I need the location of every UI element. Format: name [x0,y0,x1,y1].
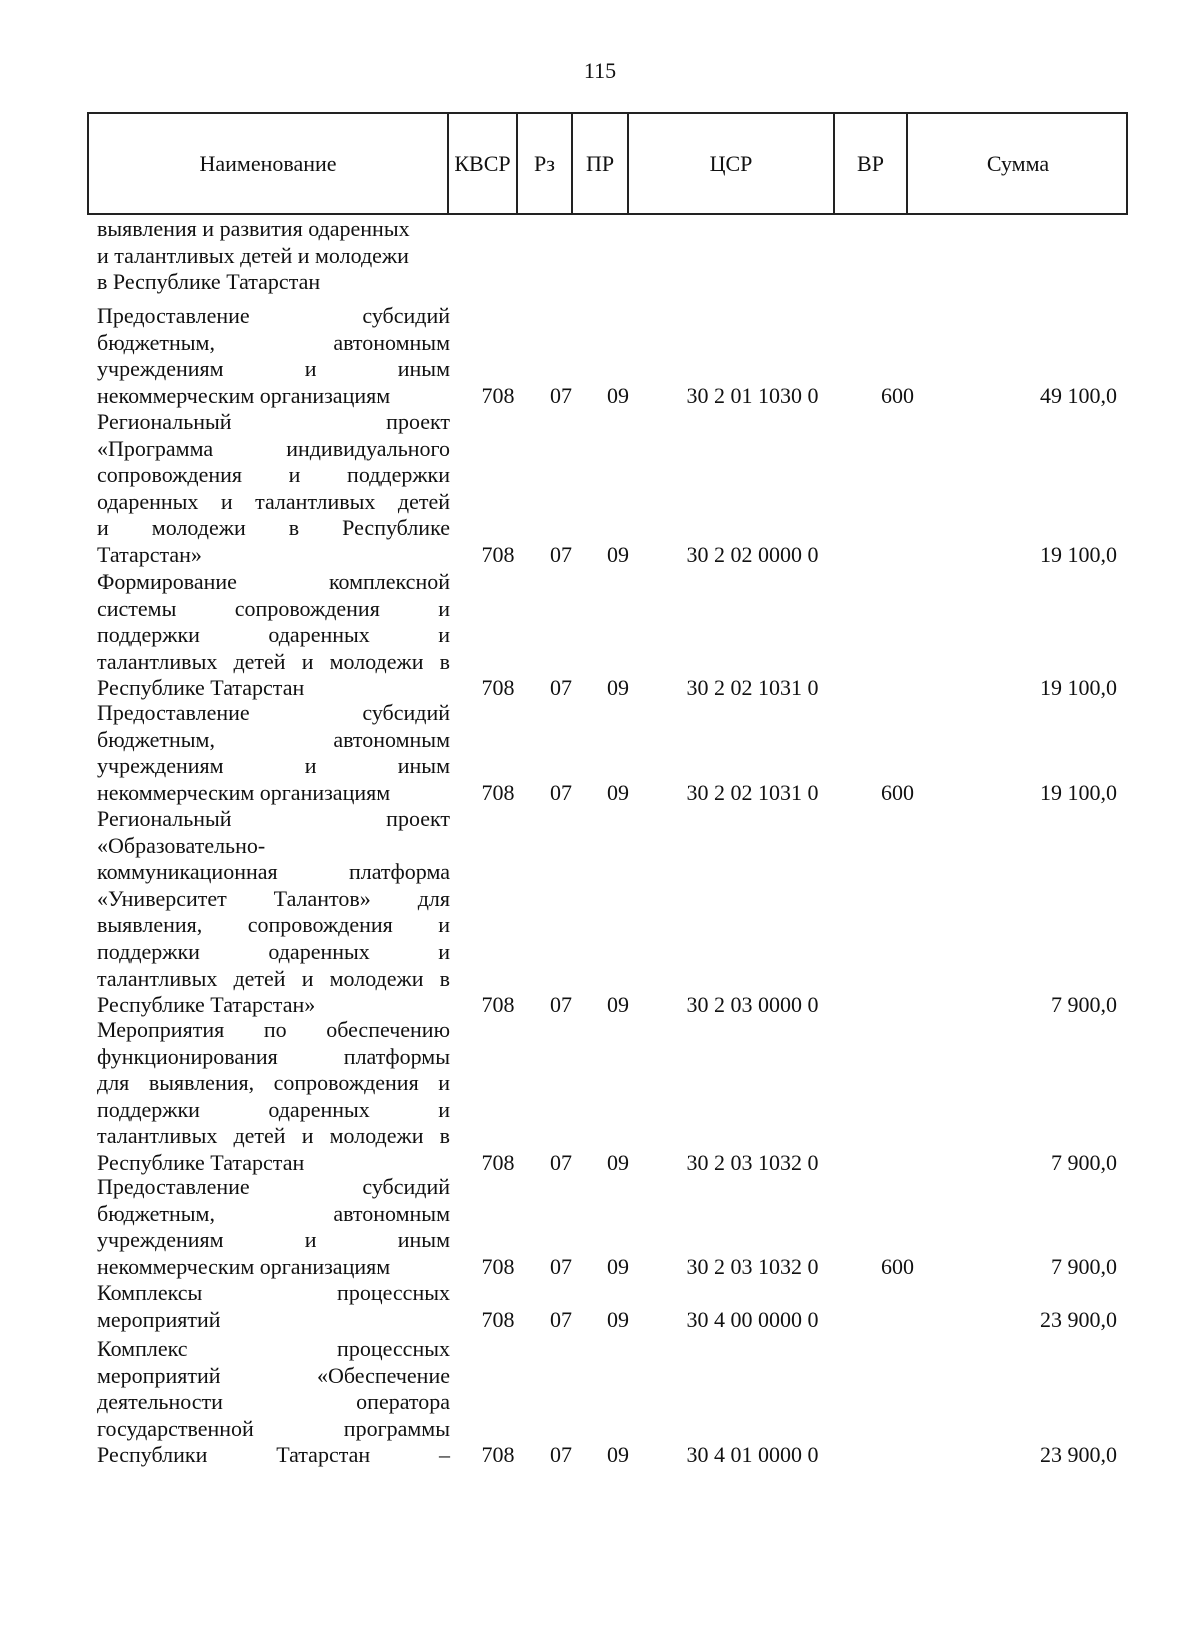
row-vr: 600 [881,1253,914,1279]
row-name [97,806,450,1019]
row-sum: 49 100,0 [1040,382,1117,408]
header-kvsr: КВСР [447,114,516,213]
row-name-line: поддержки одаренных и [97,622,450,648]
row-name-line: учреждениям и иным [97,356,450,382]
row-name [97,303,450,409]
row-name-line: учреждениям и иным [97,1227,450,1253]
row-sum: 23 900,0 [1040,1442,1117,1468]
row-name [97,700,450,806]
header-rz: Рз [516,114,571,213]
row-name-line: бюджетным, автономным [97,726,450,752]
row-csr: 30 2 03 1032 0 [686,1150,819,1175]
row-csr: 30 2 03 1032 0 [686,1253,819,1279]
row-kvsr: 708 [481,542,515,567]
row-csr: 30 2 02 1031 0 [686,675,819,701]
row-name [97,569,450,702]
row-name-line: в Республике Татарстан [97,269,321,295]
row-name-line: Региональный проект [97,409,450,434]
row-rz: 07 [550,675,572,701]
row-csr: 30 2 02 1031 0 [686,779,819,805]
row-rz: 07 [550,1306,572,1332]
row-name-line: Предоставление субсидий [97,1174,450,1199]
row-name-line: поддержки одаренных и [97,1096,450,1122]
row-vr: 600 [881,779,914,805]
row-rz: 07 [550,1253,572,1279]
table-header [87,112,1128,215]
row-sum: 7 900,0 [1051,1150,1117,1175]
row-pr: 09 [607,1253,629,1279]
row-name-line: Республики Татарстан – [97,1442,450,1468]
row-rz: 07 [550,1442,572,1468]
row-name-line: учреждениям и иным [97,753,450,779]
row-name-line: функционирования платформы [97,1043,450,1069]
row-name-line: «Образовательно- [97,832,266,858]
row-name-line: «Университет Талантов» для [97,885,450,911]
row-name-line: выявления и развития одаренных [97,216,410,241]
row-name-line: Мероприятия по обеспечению [97,1017,450,1042]
header-sum: Сумма [906,114,1128,213]
row-name-line: коммуникационная платформа [97,859,450,885]
row-name-line: Республике Татарстан [97,1149,305,1175]
row-csr: 30 4 01 0000 0 [686,1442,819,1468]
row-sum: 7 900,0 [1051,992,1117,1018]
row-name-line: Региональный проект [97,806,450,831]
row-rz: 07 [550,382,572,408]
row-kvsr: 708 [481,1150,515,1175]
row-csr: 30 2 02 0000 0 [686,542,819,567]
row-name-line: талантливых детей и молодежи в [97,1123,450,1149]
row-pr: 09 [607,675,629,701]
row-kvsr: 708 [481,1442,515,1468]
row-name-line: талантливых детей и молодежи в [97,648,450,674]
row-sum: 19 100,0 [1040,675,1117,701]
row-kvsr: 708 [481,1306,515,1332]
header-pr: ПР [571,114,627,213]
row-pr: 09 [607,382,629,408]
row-name-line: и молодежи в Республике [97,515,450,541]
row-name-line: талантливых детей и молодежи в [97,965,450,991]
row-name-line: Предоставление субсидий [97,700,450,725]
row-name-line: Республике Татарстан [97,675,305,701]
row-name-line: деятельности оператора [97,1389,450,1415]
row-name-line: выявления, сопровождения и [97,912,450,938]
row-sum: 7 900,0 [1051,1253,1117,1279]
row-pr: 09 [607,779,629,805]
row-pr: 09 [607,1306,629,1332]
row-name-line: поддержки одаренных и [97,938,450,964]
row-name-line: Формирование комплексной [97,569,450,594]
row-name-line: мероприятий [97,1306,221,1332]
row-name [97,409,450,569]
row-kvsr: 708 [481,382,515,408]
row-sum: 23 900,0 [1040,1306,1117,1332]
row-pr: 09 [607,1442,629,1468]
row-name-line: Татарстан» [97,541,202,567]
row-name-line: Республике Татарстан» [97,992,316,1018]
header-csr: ЦСР [627,114,833,213]
row-name-line: некоммерческим организациям [97,779,391,805]
row-kvsr: 708 [481,992,515,1018]
row-name [97,1280,450,1333]
row-sum: 19 100,0 [1040,779,1117,805]
row-name-line: бюджетным, автономным [97,1200,450,1226]
row-kvsr: 708 [481,779,515,805]
row-name-line: Предоставление субсидий [97,303,450,328]
header-vr: ВР [833,114,906,213]
row-name-line: мероприятий «Обеспечение [97,1362,450,1388]
row-name [97,1017,450,1177]
row-csr: 30 4 00 0000 0 [686,1306,819,1332]
row-name-line: одаренных и талантливых детей [97,488,450,514]
row-name-line: некоммерческим организациям [97,1253,391,1279]
row-rz: 07 [550,1150,572,1175]
row-pr: 09 [607,542,629,567]
row-rz: 07 [550,542,572,567]
row-name [97,1336,450,1469]
row-vr: 600 [881,382,914,408]
row-rz: 07 [550,779,572,805]
row-name-line: системы сопровождения и [97,595,450,621]
row-pr: 09 [607,1150,629,1175]
row-kvsr: 708 [481,675,515,701]
row-csr: 30 2 01 1030 0 [686,382,819,408]
row-name-line: сопровождения и поддержки [97,462,450,488]
row-name-line: «Программа индивидуального [97,435,450,461]
row-pr: 09 [607,992,629,1018]
row-name-line: Комплексы процессных [97,1280,450,1305]
row-name-line: Комплекс процессных [97,1336,450,1361]
row-rz: 07 [550,992,572,1018]
row-name-line: бюджетным, автономным [97,329,450,355]
row-kvsr: 708 [481,1253,515,1279]
page-number: 115 [583,58,617,83]
row-name-line: некоммерческим организациям [97,382,391,408]
row-name-line: и талантливых детей и молодежи [97,242,409,268]
row-csr: 30 2 03 0000 0 [686,992,819,1018]
row-name-line: для выявления, сопровождения и [97,1070,450,1096]
row-name-line: государственной программы [97,1415,450,1441]
row-name [97,1174,450,1280]
row-name [97,216,450,296]
row-sum: 19 100,0 [1040,542,1117,567]
header-name: Наименование [199,150,337,176]
